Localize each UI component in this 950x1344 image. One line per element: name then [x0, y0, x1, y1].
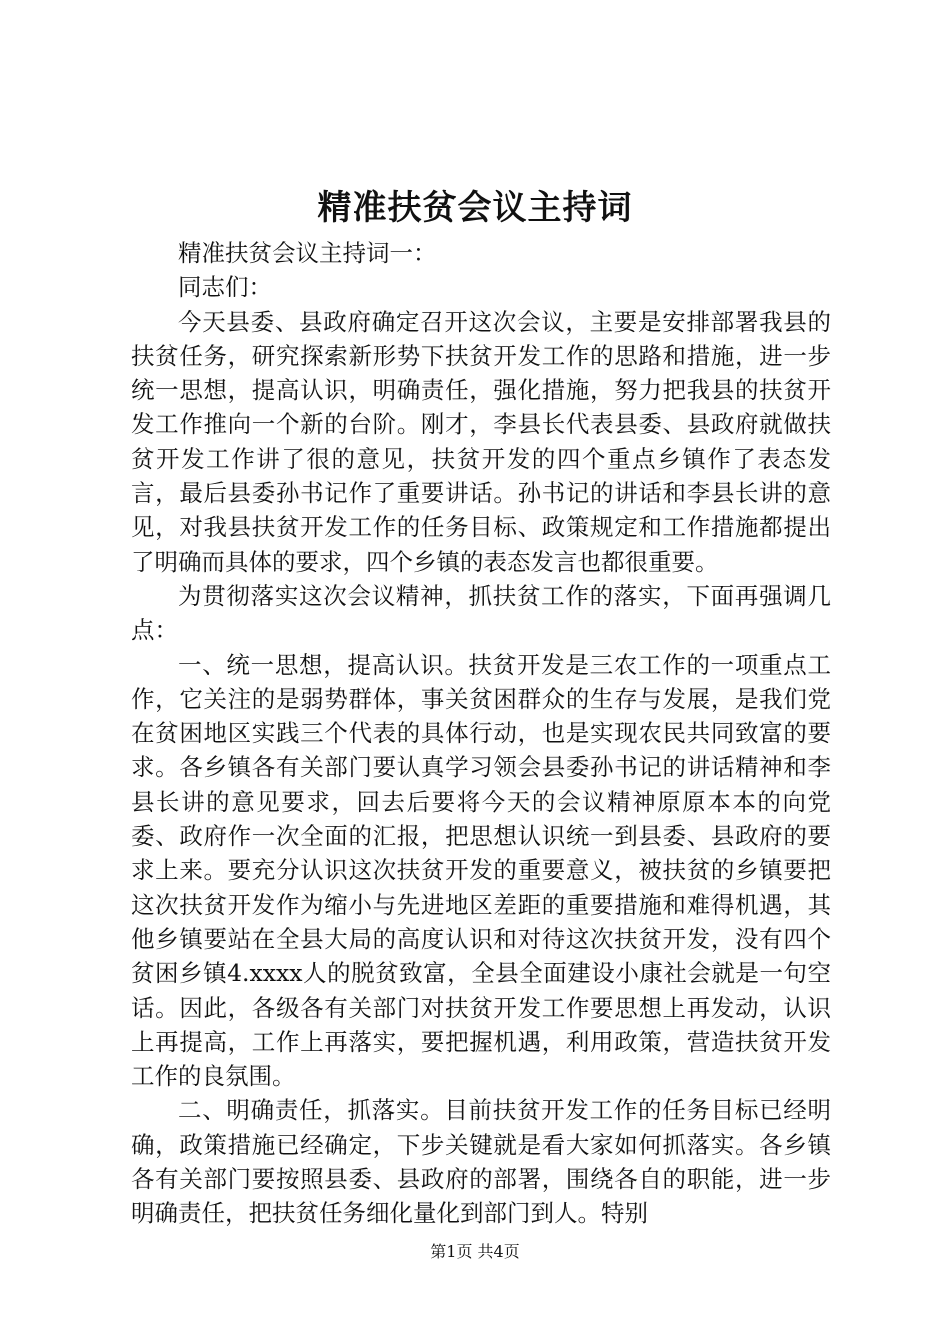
paragraph-transition: 为贯彻落实这次会议精神，抓扶贫工作的落实，下面再强调几点： — [131, 581, 831, 645]
page-footer: 第1页 共4页 — [430, 1242, 520, 1261]
paragraph-point-one: 一、统一思想，提高认识。扶贫开发是三农工作的一项重点工作，它关注的是弱势群体，事关贫困群众的生存与发展，是我们党在贫困地区实践三个代表的具体行动，也是实现农民共同致富的要求。各乡镇各有关部门要认真学习领会县委孙书记的讲话精神和李县长讲的意见要求，回去后要将今天的会议精神原原本本的向党委、政府作一次全面的汇报，把思想认识统一到县委、县政府的要求上来。要充分认识这次扶贫开发的重要意义，被扶贫的乡镇要把这次扶贫开发作为缩小与先进地区差距的重要措施和难得机遇，其他乡镇要站在全县大局的高度认识和对待这次扶贫开发，没有四个贫困乡镇4.xxxx人的脱贫致富，全县全面建设小康社会就是一句空话。因此，各级各有关部门对扶贫开发工作要思想上再发动，认识上再提高，工作上再落实，要把握机遇，利用政策，营造扶贫开发工作的良氛围。 — [131, 650, 831, 1091]
paragraph-point-two: 二、明确责任，抓落实。目前扶贫开发工作的任务目标已经明确，政策措施已经确定，下步关键就是看大家如何抓落实。各乡镇各有关部门要按照县委、县政府的部署，围绕各自的职能，进一步明确责任，把扶贫任务细化量化到部门到人。特别 — [131, 1096, 831, 1228]
document-title: 精准扶贫会议主持词 — [317, 188, 633, 228]
document-body — [131, 236, 831, 1231]
paragraph-salutation: 同志们： — [178, 273, 272, 302]
paragraph-intro: 今天县委、县政府确定召开这次会议，主要是安排部署我县的扶贫任务，研究探索新形势下扶贫开发工作的思路和措施，进一步统一思想，提高认识，明确责任，强化措施，努力把我县的扶贫开发工作推向一个新的台阶。刚才，李县长代表县委、县政府就做扶贫开发工作讲了很的意见，扶贫开发的四个重点乡镇作了表态发言，最后县委孙书记作了重要讲话。孙书记的讲话和李县长讲的意见，对我县扶贫开发工作的任务目标、政策规定和工作措施都提出了明确而具体的要求，四个乡镇的表态发言也都很重要。 — [131, 307, 831, 576]
paragraph-heading: 精准扶贫会议主持词一： — [178, 239, 437, 267]
